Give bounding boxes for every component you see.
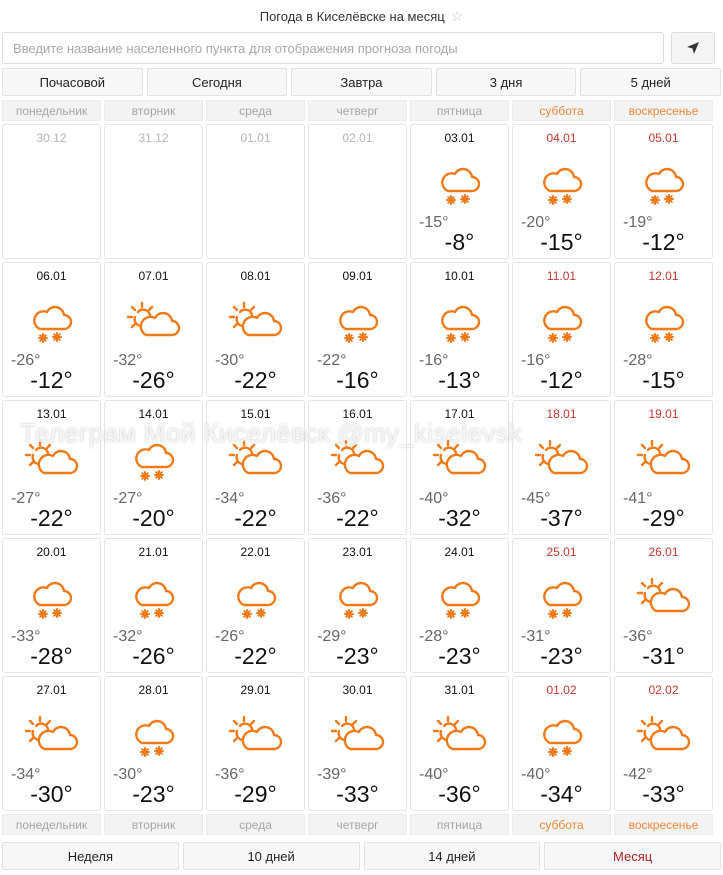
day-date: 21.01 bbox=[138, 545, 169, 559]
day-date: 07.01 bbox=[138, 269, 169, 283]
cloud-snow-icon bbox=[105, 713, 202, 763]
temp-min: -40° bbox=[419, 490, 449, 507]
day-cell[interactable] bbox=[2, 262, 101, 397]
cloud-snow-icon bbox=[411, 575, 508, 625]
day-cell[interactable] bbox=[2, 676, 101, 811]
day-date: 06.01 bbox=[36, 269, 67, 283]
geolocate-button[interactable] bbox=[671, 32, 715, 64]
temp-max: -23° bbox=[540, 643, 583, 669]
temp-max: -30° bbox=[30, 781, 73, 807]
weekday-label: среда bbox=[206, 814, 305, 835]
weekday-label: воскресенье bbox=[614, 814, 713, 835]
day-cell[interactable] bbox=[104, 400, 203, 535]
day-cell[interactable] bbox=[512, 400, 611, 535]
day-cell[interactable] bbox=[2, 400, 101, 535]
forecast-range-tabs bbox=[2, 68, 721, 96]
temp-min: -32° bbox=[113, 628, 143, 645]
weekday-label: суббота bbox=[512, 814, 611, 835]
day-date: 30.01 bbox=[342, 683, 373, 697]
day-date: 19.01 bbox=[648, 407, 679, 421]
day-date: 12.01 bbox=[648, 269, 679, 283]
cloud-snow-icon bbox=[411, 299, 508, 349]
temp-max: -34° bbox=[540, 781, 583, 807]
temp-max: -29° bbox=[234, 781, 277, 807]
temp-max: -36° bbox=[438, 781, 481, 807]
cloud-snow-icon bbox=[309, 299, 406, 349]
day-cell[interactable] bbox=[206, 400, 305, 535]
day-date: 22.01 bbox=[240, 545, 271, 559]
cloud-snow-icon bbox=[411, 161, 508, 211]
temp-min: -28° bbox=[419, 628, 449, 645]
weekday-label: суббота bbox=[512, 100, 611, 121]
sun-cloud-icon bbox=[513, 437, 610, 487]
day-date: 31.12 bbox=[138, 131, 169, 145]
temp-min: -19° bbox=[623, 214, 653, 231]
weekday-label: понедельник bbox=[2, 814, 101, 835]
temp-max: -22° bbox=[30, 505, 73, 531]
day-cell[interactable] bbox=[512, 262, 611, 397]
temp-max: -23° bbox=[438, 643, 481, 669]
day-cell[interactable] bbox=[2, 538, 101, 673]
day-date: 08.01 bbox=[240, 269, 271, 283]
temp-max: -22° bbox=[234, 643, 277, 669]
month-calendar bbox=[2, 100, 716, 835]
weekday-header-bottom bbox=[2, 814, 716, 835]
sun-cloud-icon bbox=[615, 713, 712, 763]
page-title: Погода в Киселёвске на месяц bbox=[259, 8, 445, 24]
sun-cloud-icon bbox=[3, 713, 100, 763]
temp-max: -32° bbox=[438, 505, 481, 531]
temp-min: -32° bbox=[113, 352, 143, 369]
period-tab-3[interactable]: Месяц bbox=[544, 842, 721, 870]
temp-min: -29° bbox=[317, 628, 347, 645]
day-date: 04.01 bbox=[546, 131, 577, 145]
day-date: 23.01 bbox=[342, 545, 373, 559]
day-date: 24.01 bbox=[444, 545, 475, 559]
temp-min: -33° bbox=[11, 628, 41, 645]
day-date: 11.01 bbox=[546, 269, 577, 283]
day-cell[interactable] bbox=[206, 262, 305, 397]
day-date: 25.01 bbox=[546, 545, 577, 559]
tab-0[interactable]: Почасовой bbox=[2, 68, 143, 96]
day-cell[interactable] bbox=[614, 676, 713, 811]
temp-max: -20° bbox=[132, 505, 175, 531]
day-cell[interactable] bbox=[512, 538, 611, 673]
temp-min: -36° bbox=[623, 628, 653, 645]
day-cell[interactable] bbox=[410, 124, 509, 259]
day-date: 13.01 bbox=[36, 407, 67, 421]
day-date: 02.02 bbox=[648, 683, 679, 697]
day-date: 05.01 bbox=[648, 131, 679, 145]
page-header bbox=[0, 0, 723, 32]
temp-max: -23° bbox=[336, 643, 379, 669]
tab-2[interactable]: Завтра bbox=[291, 68, 432, 96]
period-tab-0[interactable]: Неделя bbox=[2, 842, 179, 870]
weekday-label: понедельник bbox=[2, 100, 101, 121]
day-date: 17.01 bbox=[444, 407, 475, 421]
day-cell bbox=[206, 124, 305, 259]
cloud-snow-icon bbox=[615, 299, 712, 349]
temp-max: -33° bbox=[336, 781, 379, 807]
temp-min: -27° bbox=[11, 490, 41, 507]
temp-max: -15° bbox=[540, 229, 583, 255]
temp-min: -40° bbox=[419, 766, 449, 783]
day-cell[interactable] bbox=[104, 676, 203, 811]
period-tab-1[interactable]: 10 дней bbox=[183, 842, 360, 870]
temp-min: -30° bbox=[113, 766, 143, 783]
temp-min: -42° bbox=[623, 766, 653, 783]
day-cell[interactable] bbox=[206, 538, 305, 673]
sun-cloud-icon bbox=[309, 713, 406, 763]
temp-min: -34° bbox=[11, 766, 41, 783]
day-cell[interactable] bbox=[308, 538, 407, 673]
temp-min: -41° bbox=[623, 490, 653, 507]
day-date: 10.01 bbox=[444, 269, 475, 283]
temp-max: -22° bbox=[234, 367, 277, 393]
weekday-label: пятница bbox=[410, 100, 509, 121]
temp-min: -36° bbox=[317, 490, 347, 507]
city-search-input[interactable] bbox=[2, 32, 664, 64]
day-date: 30.12 bbox=[36, 131, 67, 145]
day-cell[interactable] bbox=[104, 262, 203, 397]
temp-min: -16° bbox=[521, 352, 551, 369]
tab-4[interactable]: 5 дней bbox=[580, 68, 721, 96]
temp-min: -40° bbox=[521, 766, 551, 783]
cloud-snow-icon bbox=[615, 161, 712, 211]
temp-max: -23° bbox=[132, 781, 175, 807]
day-cell[interactable] bbox=[308, 262, 407, 397]
cloud-snow-icon bbox=[3, 299, 100, 349]
temp-min: -16° bbox=[419, 352, 449, 369]
cloud-snow-icon bbox=[105, 437, 202, 487]
day-cell[interactable] bbox=[308, 676, 407, 811]
day-date: 14.01 bbox=[138, 407, 169, 421]
tab-1[interactable]: Сегодня bbox=[147, 68, 288, 96]
cloud-snow-icon bbox=[513, 161, 610, 211]
sun-cloud-icon bbox=[3, 437, 100, 487]
day-cell[interactable] bbox=[206, 676, 305, 811]
weekday-label: вторник bbox=[104, 814, 203, 835]
favorite-star-icon[interactable]: ☆ bbox=[450, 7, 464, 24]
temp-max: -22° bbox=[234, 505, 277, 531]
temp-min: -45° bbox=[521, 490, 551, 507]
day-date: 03.01 bbox=[444, 131, 475, 145]
day-cell bbox=[104, 124, 203, 259]
day-cell[interactable] bbox=[410, 538, 509, 673]
day-date: 09.01 bbox=[342, 269, 373, 283]
temp-max: -16° bbox=[336, 367, 379, 393]
sun-cloud-icon bbox=[615, 575, 712, 625]
temp-min: -22° bbox=[317, 352, 347, 369]
day-date: 28.01 bbox=[138, 683, 169, 697]
temp-max: -12° bbox=[30, 367, 73, 393]
cloud-snow-icon bbox=[105, 575, 202, 625]
day-date: 16.01 bbox=[342, 407, 373, 421]
day-cell[interactable] bbox=[410, 676, 509, 811]
day-date: 29.01 bbox=[240, 683, 271, 697]
watermark-text: Телеграм Мой Киселёвск @my_kiselevsk bbox=[20, 418, 523, 448]
temp-max: -28° bbox=[30, 643, 73, 669]
cloud-snow-icon bbox=[513, 713, 610, 763]
sun-cloud-icon bbox=[207, 437, 304, 487]
temp-max: -26° bbox=[132, 367, 175, 393]
day-cell[interactable] bbox=[614, 262, 713, 397]
cloud-snow-icon bbox=[3, 575, 100, 625]
cloud-snow-icon bbox=[513, 299, 610, 349]
cloud-snow-icon bbox=[309, 575, 406, 625]
temp-max: -26° bbox=[132, 643, 175, 669]
temp-max: -33° bbox=[642, 781, 685, 807]
weekday-header-top bbox=[2, 100, 716, 121]
day-cell[interactable] bbox=[512, 676, 611, 811]
temp-min: -27° bbox=[113, 490, 143, 507]
day-cell[interactable] bbox=[512, 124, 611, 259]
sun-cloud-icon bbox=[615, 437, 712, 487]
day-date: 02.01 bbox=[342, 131, 373, 145]
temp-min: -39° bbox=[317, 766, 347, 783]
period-tabs bbox=[2, 842, 721, 870]
day-date: 15.01 bbox=[240, 407, 271, 421]
day-cell bbox=[308, 124, 407, 259]
tab-3[interactable]: 3 дня bbox=[436, 68, 577, 96]
weekday-label: среда bbox=[206, 100, 305, 121]
temp-min: -15° bbox=[419, 214, 449, 231]
temp-min: -28° bbox=[623, 352, 653, 369]
day-cell[interactable] bbox=[614, 124, 713, 259]
temp-max: -29° bbox=[642, 505, 685, 531]
location-arrow-icon bbox=[686, 41, 700, 55]
day-date: 20.01 bbox=[36, 545, 67, 559]
temp-min: -31° bbox=[521, 628, 551, 645]
temp-min: -30° bbox=[215, 352, 245, 369]
temp-max: -13° bbox=[438, 367, 481, 393]
day-cell bbox=[2, 124, 101, 259]
temp-min: -20° bbox=[521, 214, 551, 231]
weekday-label: пятница bbox=[410, 814, 509, 835]
day-cell[interactable] bbox=[614, 400, 713, 535]
temp-max: -8° bbox=[444, 229, 475, 255]
sun-cloud-icon bbox=[309, 437, 406, 487]
cloud-snow-icon bbox=[207, 575, 304, 625]
sun-cloud-icon bbox=[411, 437, 508, 487]
temp-min: -26° bbox=[215, 628, 245, 645]
day-cell[interactable] bbox=[614, 538, 713, 673]
day-date: 31.01 bbox=[444, 683, 475, 697]
temp-max: -12° bbox=[642, 229, 685, 255]
temp-max: -37° bbox=[540, 505, 583, 531]
sun-cloud-icon bbox=[411, 713, 508, 763]
day-date: 27.01 bbox=[36, 683, 67, 697]
temp-max: -22° bbox=[336, 505, 379, 531]
weekday-label: воскресенье bbox=[614, 100, 713, 121]
temp-min: -26° bbox=[11, 352, 41, 369]
day-date: 01.01 bbox=[240, 131, 271, 145]
cloud-snow-icon bbox=[513, 575, 610, 625]
temp-min: -34° bbox=[215, 490, 245, 507]
search-bar bbox=[2, 32, 721, 64]
period-tab-2[interactable]: 14 дней bbox=[364, 842, 541, 870]
day-date: 26.01 bbox=[648, 545, 679, 559]
temp-max: -12° bbox=[540, 367, 583, 393]
day-cell[interactable] bbox=[104, 538, 203, 673]
weekday-label: вторник bbox=[104, 100, 203, 121]
day-cell[interactable] bbox=[410, 400, 509, 535]
weekday-label: четверг bbox=[308, 100, 407, 121]
temp-min: -36° bbox=[215, 766, 245, 783]
sun-cloud-icon bbox=[207, 299, 304, 349]
temp-max: -15° bbox=[642, 367, 685, 393]
calendar-days bbox=[2, 124, 716, 811]
day-date: 18.01 bbox=[546, 407, 577, 421]
day-cell[interactable] bbox=[410, 262, 509, 397]
weekday-label: четверг bbox=[308, 814, 407, 835]
sun-cloud-icon bbox=[207, 713, 304, 763]
day-cell[interactable] bbox=[308, 400, 407, 535]
temp-max: -31° bbox=[642, 643, 685, 669]
sun-cloud-icon bbox=[105, 299, 202, 349]
day-date: 01.02 bbox=[546, 683, 577, 697]
